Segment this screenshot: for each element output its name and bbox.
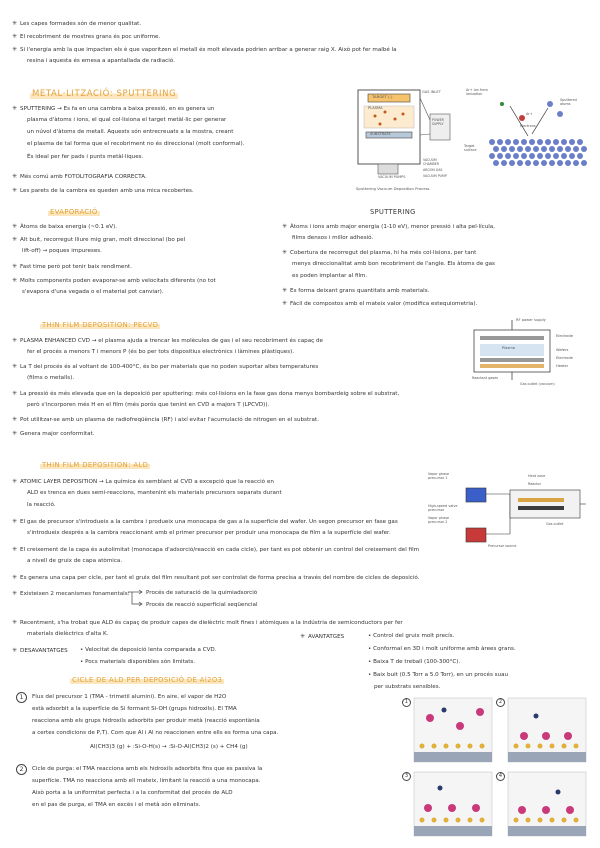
evap-line-6: s'evapora d'una vegada o el material pot canviar). [22, 289, 164, 295]
ald-line-5: s'introdueix després a la cambra reaccionant amb el primer precursor per produir una monocapa de film a la superfície del wafer. [27, 530, 391, 536]
ald-line-2: ALD es trenca en dues semi-reaccions, mantenint els materials precursors separats durant [27, 490, 282, 496]
ald-line-1: ✳ ATOMIC LAYER DEPOSITION → La química és semblant al CVD a excepció que la reacció en [12, 478, 274, 485]
fig2-label-target-surface: Target surface [464, 144, 477, 152]
sputcol-line-7: ✳ Fàcil de compostos amb el mateix valor (modifica estequiometria). [282, 300, 478, 307]
ald-after-2: materials dielèctrics d'alta K. [27, 631, 109, 637]
evap-line-3: lift-off) → poques impureses. [22, 248, 102, 254]
step-2-number: 2 [16, 764, 27, 775]
pecvd-line-6: però s'incorporen més H en el film (més porós que tenint en CVD a majors T (LPCVD)). [27, 402, 270, 408]
disadvantage-2: • Pocs materials disponibles són limitats. [80, 659, 196, 665]
sputtering-heading: METAL·LITZACIÓ: SPUTTERING [32, 89, 177, 99]
fig2-label-ar: Ar+ [526, 112, 533, 116]
mechanism-2: Procés de reacció superficial seqüencial [146, 602, 258, 608]
sputcol-line-4: menys direccionalitat amb bon recobriment de l'angle. Els àtoms de gas [292, 261, 495, 267]
sput-line-5: És ideal per fer pads i punts metàl·liques. [27, 154, 144, 160]
ald-line-6: ✳ El creixement de la capa és autolimitat (monocapa d'adsorció/reacció en cada cicle), per tant es pot obtenir un control del creixement del film [12, 546, 420, 553]
sputcol-line-6: ✳ Es forma deixant grans quantitats amb materials. [282, 287, 430, 294]
panel-1-label: 1 [402, 698, 411, 707]
fig-caption: Sputtering Vacuum Deposition Process [356, 186, 430, 191]
advantage-2: • Conformal en 3D i molt uniforme amb àrees grans. [368, 646, 516, 652]
fig-label-plasma: PLASMA [368, 106, 383, 110]
sput-line-6: ✳ Més comú amb FOTOLITOGRAFIA CORRECTA. [12, 173, 147, 180]
pecvd-label-electrode-bottom: Electrode [556, 356, 573, 360]
sput-line-2: plasma d'àtoms i ions, el qual col·lisiona el target metàl·lic per generar [27, 117, 227, 123]
intro-line-3: ✳ Si l'energia amb la que impacten els è que vaporitzen el metall és molt elevada podrien arribar a generar raig X. Això pot fer malbé la [12, 46, 397, 53]
advantage-4: • Baix buit (0.5 Torr a 5.0 Torr), en un procés suau [368, 672, 509, 678]
pecvd-heading: THIN FILM DEPOSITION: PECVD [42, 321, 159, 329]
ald-cycle-illustration [400, 696, 592, 840]
pecvd-label-electrode-top: Electrode [556, 334, 573, 338]
fig-label-power-supply: POWER SUPPLY [432, 118, 444, 126]
step-1-number: 1 [16, 692, 27, 703]
step1-line-4: a certes condicions de P,T). Com que Al i Al no reaccionen entre ells es forma una capa. [32, 730, 279, 736]
pecvd-line-4: (films o metalls). [27, 375, 75, 381]
ald-label-reactor: Reactor [528, 482, 542, 486]
ald-label-valve: High-speed valve precursor [428, 504, 458, 512]
advantage-5: per substrats sensibles. [374, 684, 441, 690]
step1-equation: Al(CH3)3 (g) + :Si-O-H(s) → :Si-O-Al(CH3)2 (s) + CH4 (g) [90, 744, 248, 750]
step2-line-2: superfície. TMA no reacciona amb ell mateix, limitant la reacció a una monocapa. [32, 778, 261, 784]
disadvantages-label: ✳ DESAVANTATGES [12, 647, 68, 654]
mechanism-arrows [128, 588, 146, 608]
sputcol-line-3: ✳ Cobertura de recorregut del plasma, hi ha més col·lisions, per tant [282, 249, 477, 256]
intro-line-4: resina i aquesta és emesa a apantallada de radiació. [27, 58, 175, 64]
ald-heading: THIN FILM DEPOSITION: ALD [42, 461, 149, 469]
pecvd-label-heater: Heater [556, 364, 569, 368]
ald-reactor-diagram [428, 470, 588, 554]
intro-line-2: ✳ El recobriment de mostres grans és poc uniforme. [12, 33, 161, 40]
step1-line-3: reacciona amb els grups hidroxils adsorbits per produir metà (reacció espontània [32, 718, 260, 724]
sputcol-line-5: es poden implantar al film. [292, 273, 368, 279]
ald-label-heat-zone: Heat zone [528, 474, 546, 478]
panel-4-label: 4 [496, 772, 505, 781]
step2-line-1: Cicle de purga: el TMA reacciona amb els hidroxils adsorbits fins que es passiva la [32, 766, 263, 772]
fig-label-argon-gas: ARGON GAS [423, 168, 443, 172]
pecvd-label-reactant: Reactant gases [472, 376, 499, 380]
evaporacio-heading: EVAPORACIÓ [50, 208, 98, 216]
step1-line-1: Flux del precursor 1 (TMA - trimetil alumini). En aire, el vapor de H2O [32, 694, 227, 700]
ald-line-3: la reacció. [27, 502, 56, 508]
fig2-label-ar-ion: Ar+ ion from ionization [466, 88, 488, 96]
pecvd-label-plasma: Plasma [502, 346, 515, 350]
intro-line-1: ✳ Les capes formades són de menor qualitat. [12, 20, 142, 27]
ald-after-1: ✳ Recentment, s'ha trobat que ALD és capaç de produir capes de dielèctric molt fines i atòmiques a la indústria de semiconductors per fer [12, 619, 403, 626]
fig-label-vacuum-chamber: VACUUM CHAMBER [423, 158, 439, 166]
pecvd-line-8: ✳ Genera major conformitat. [12, 430, 95, 437]
ald-cycle-heading: CICLE DE ALD PER DEPOSICIÓ DE Al2O3 [72, 676, 223, 684]
pecvd-label-wafers: Wafers [556, 348, 569, 352]
pecvd-line-5: ✳ La pressió és més elevada que en la deposició per sputtering: més col·lisions en la fase gas dona menys bombardeig sobre el substrat, [12, 390, 400, 397]
mechanism-1: Procés de saturació de la quimiadsorció [146, 590, 258, 596]
sputcol-line-2: films densos i millor adhesió. [292, 235, 374, 241]
pecvd-line-2: fer el procés a menors T i menors P (és bo per tots dispositius electrònics i làmines plàstiques). [27, 349, 295, 355]
advantages-label: ✳ AVANTATGES [300, 633, 345, 640]
fig-label-substrate: SUBSTRATE [370, 132, 391, 136]
sputtering-col-heading: SPUTTERING [370, 208, 416, 216]
ald-line-8: ✳ Es genera una capa per cicle, per tant el gruix del film resultant pot ser controlat de forma precisa a través del nombre de cicles de deposició. [12, 574, 420, 581]
panel-2-label: 2 [496, 698, 505, 707]
fig2-label-sputtered-atoms: Sputtered atoms [560, 98, 577, 106]
pecvd-label-rf: RF power supply [516, 318, 546, 322]
pecvd-label-outlet: Gas outlet (vacuum) [520, 382, 555, 386]
advantage-3: • Baixa T de treball (100-300°C). [368, 659, 461, 665]
sputcol-line-1: ✳ Àtoms i ions amb major energia (1-10 eV), menor pressió i alta pel·lícula, [282, 223, 496, 230]
fig-label-vacuum-pump: VACUUM PUMP [423, 174, 447, 178]
fig-label-vacuum-pumps: VACUUM PUMPS [378, 175, 406, 179]
ald-label-precursor-source: Precursor source [488, 544, 517, 548]
pecvd-line-3: ✳ La T del procés és al voltant de 100-400°C, és bo per materials que no poden suportar altes temperatures [12, 363, 319, 370]
disadvantage-1: • Velocitat de deposició lenta comparada a CVD. [80, 647, 217, 653]
fig2-label-electrons: Electrons [520, 124, 536, 128]
step2-line-3: Això porta a la uniformitat perfecta i a la conformitat del procés de ALD [32, 790, 233, 796]
sputtering-chamber-diagram [350, 84, 455, 196]
evap-line-5: ✳ Molts components poden evaporar-se amb velocitats diferents (no tot [12, 277, 216, 284]
ald-line-7: a nivell de gruix de capa atòmica. [27, 558, 123, 564]
fig-label-target: TARGET (-) [372, 94, 393, 99]
ald-label-precursor-1: Vapor phase precursor 1 [428, 472, 450, 480]
ald-cycle-panels [400, 696, 592, 840]
sput-line-7: ✳ Les parets de la cambra es queden amb una mica recobertes. [12, 187, 194, 194]
sput-line-4: el plasma de tal forma que el recobriment no és direccional (molt conformal). [27, 141, 245, 147]
pecvd-line-7: ✳ Pot utilitzar-se amb un plasma de radiofreqüència (RF) i així evitar l'acumulació de nitrogen en el substrat. [12, 416, 319, 423]
ald-label-gas-outlet: Gas outlet [546, 522, 564, 526]
fig-label-gas-inlet: GAS INLET [422, 90, 441, 94]
sput-line-1: ✳ SPUTTERING → Es fa en una cambra a baixa pressió, en es genera un [12, 105, 215, 112]
panel-3-label: 3 [402, 772, 411, 781]
ald-label-precursor-2: Vapor phase precursor 2 [428, 516, 450, 524]
advantage-1: • Control del gruix molt precís. [368, 633, 455, 639]
pecvd-line-1: ✳ PLASMA ENHANCED CVD → el plasma ajuda a trencar les molècules de gas i el seu recobriment és capaç de [12, 337, 323, 344]
sput-line-3: un núvol d'àtoms de metall. Aquests són entrecreuats a la mostra, creant [27, 129, 234, 135]
evap-line-1: ✳ Àtoms de baixa energia (~0.1 eV). [12, 223, 118, 230]
evap-line-4: ✳ Fast time però pot tenir baix rendiment. [12, 263, 132, 270]
sputtering-chamber-figure [350, 84, 455, 196]
step2-line-4: en el pas de purga, el TMA en excés i el metà són eliminats. [32, 802, 201, 808]
sputter-atoms-figure [462, 84, 590, 180]
ald-reactor-figure [428, 470, 588, 554]
ald-line-9: ✳ Existeixen 2 mecanismes fonamentals: [12, 590, 130, 597]
ald-line-4: ✳ El gas de precursor s'introdueix a la cambra i produeix una monocapa de gas a la superfície del wafer. Un segon precursor en fase gas [12, 518, 398, 525]
evap-line-2: ✳ Alt buit, recorregut lliure mig gran, molt direccional (bo pel [12, 236, 186, 243]
pecvd-figure [468, 318, 590, 390]
step1-line-2: està adsorbit a la superfície de Si formant Si-OH (grups hidroxils). El TMA [32, 706, 237, 712]
